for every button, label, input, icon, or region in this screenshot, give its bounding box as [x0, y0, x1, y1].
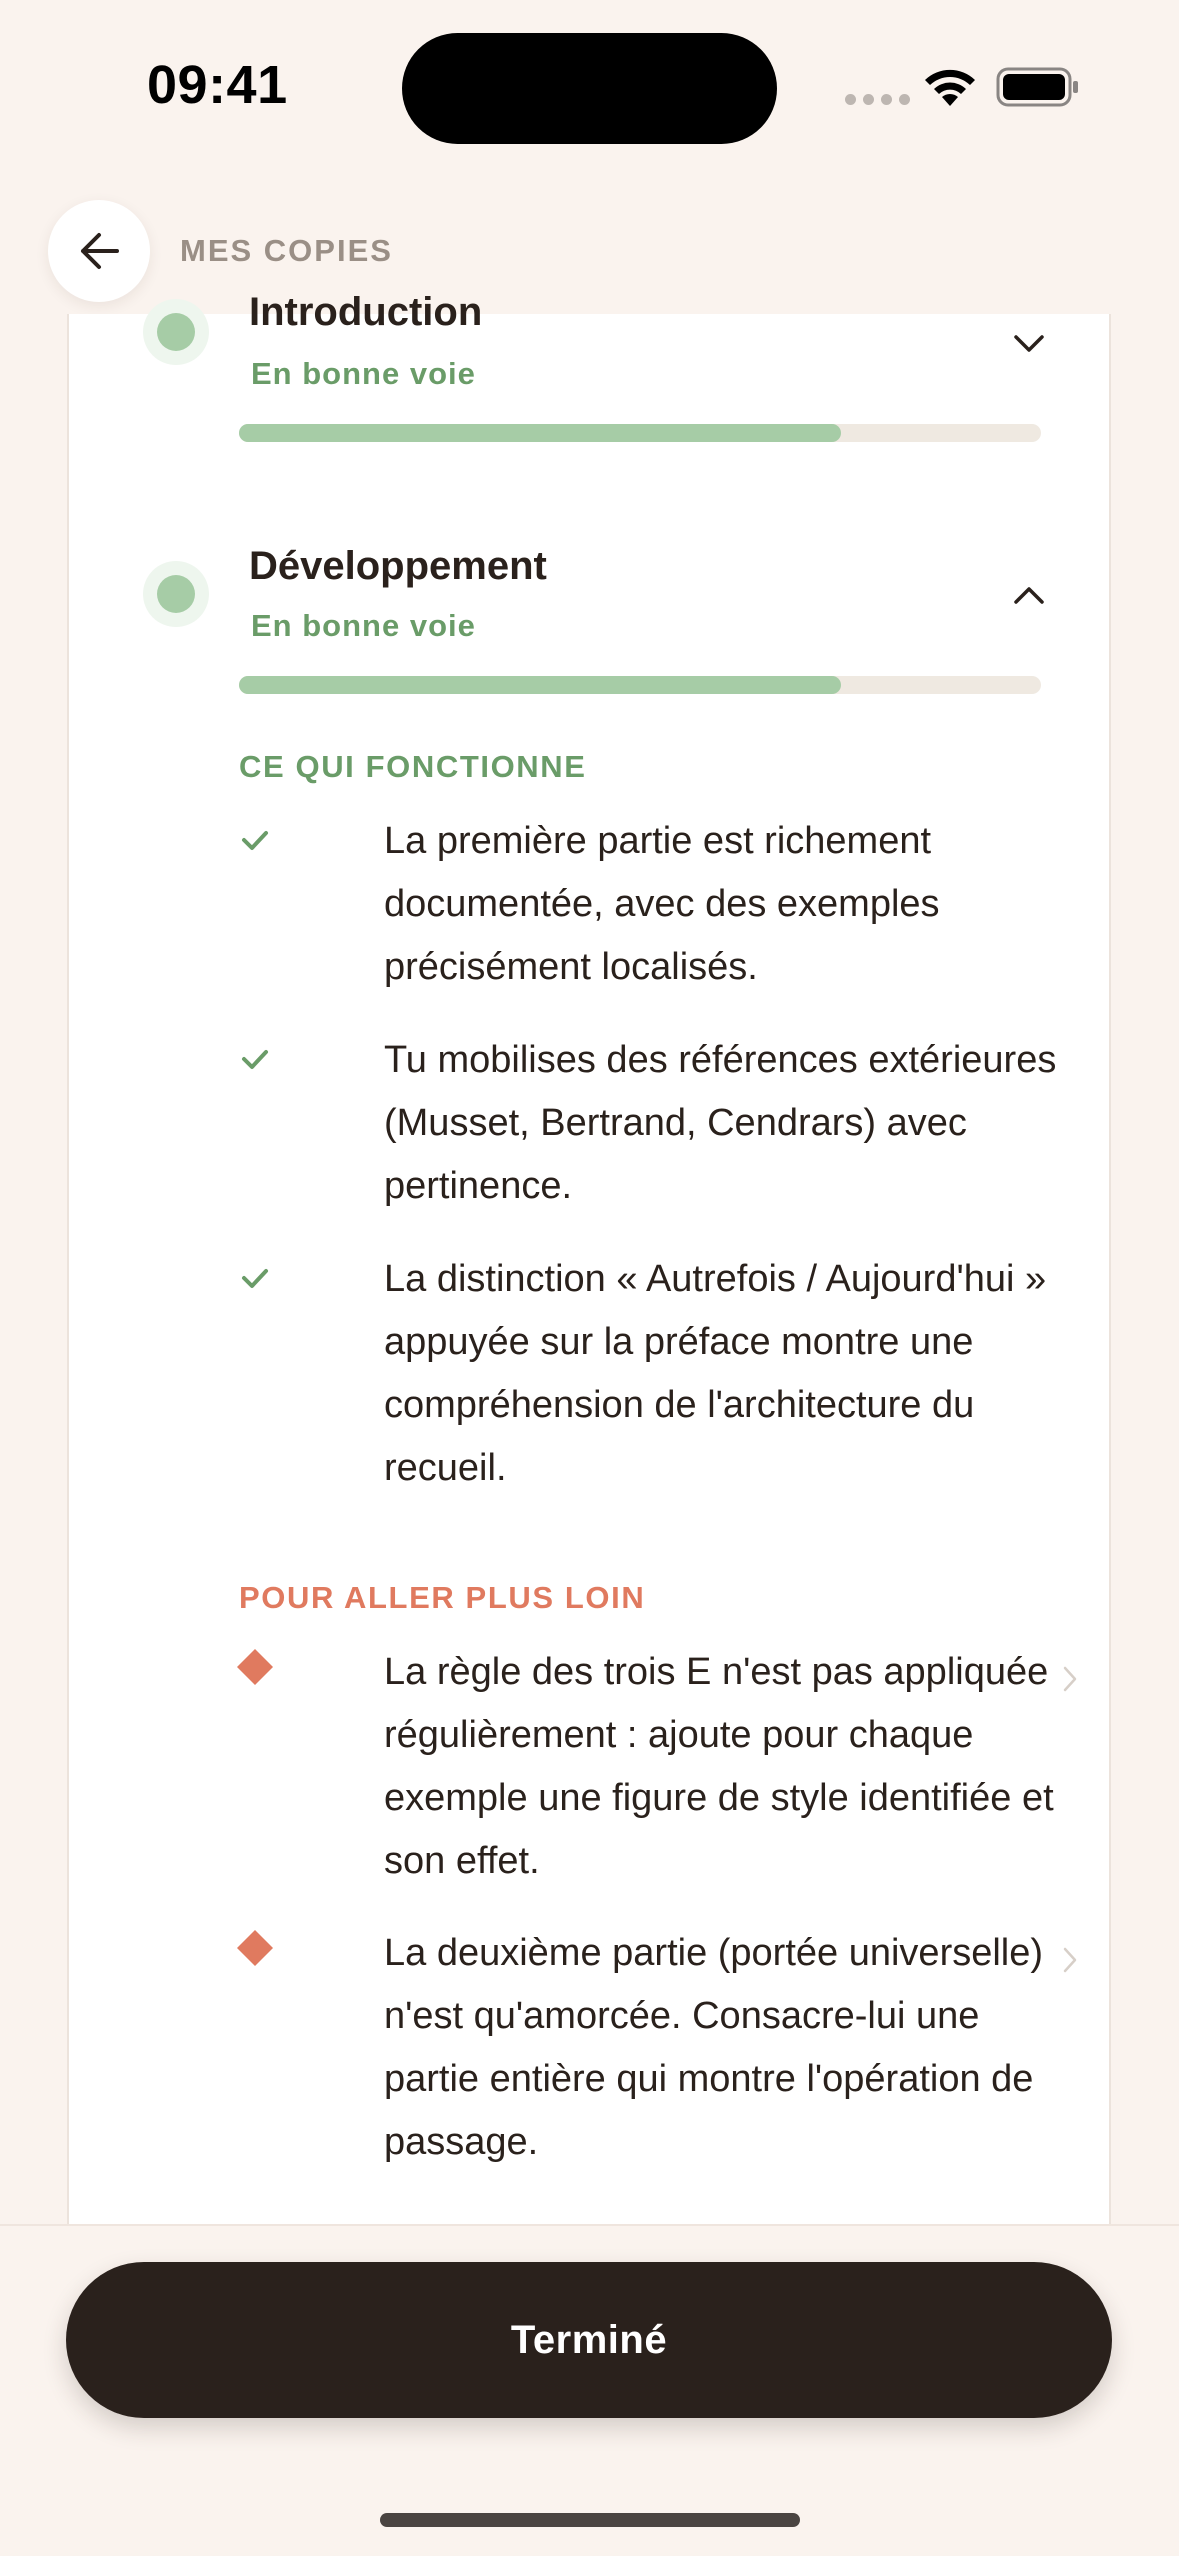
arrow-left-icon: [77, 231, 121, 271]
chevron-down-icon[interactable]: [1012, 333, 1046, 355]
section-progress-bar: [239, 424, 1041, 442]
header-title: MES COPIES: [180, 233, 393, 268]
status-time: 09:41: [147, 55, 288, 115]
section-status-dot: [143, 299, 209, 365]
done-button[interactable]: Terminé: [66, 2262, 1112, 2418]
cellular-signal-icon: [845, 94, 910, 105]
section-progress-fill: [239, 424, 841, 442]
feedback-card: [67, 290, 1111, 2224]
section-developpement[interactable]: [69, 544, 1109, 694]
check-icon: [239, 1043, 271, 1075]
check-icon: [239, 824, 271, 856]
dynamic-island: [402, 33, 777, 144]
strength-item: [239, 1254, 1089, 1506]
improvement-item[interactable]: [239, 1928, 1089, 2248]
improvement-item[interactable]: [239, 1647, 1089, 1899]
status-bar: [0, 0, 1179, 180]
chevron-right-icon: [1062, 1665, 1078, 1693]
section-status-dot: [143, 561, 209, 627]
strength-text: Tu mobilises des références extérieures (Musset, Bertrand, Cendrars) avec pertinence.: [384, 1039, 1057, 1207]
diamond-icon: [235, 1928, 275, 1968]
section-introduction[interactable]: [69, 290, 1109, 464]
battery-icon: [996, 67, 1080, 107]
section-status: En bonne voie: [251, 356, 476, 391]
section-progress-bar: [239, 676, 1041, 694]
section-title: Introduction: [249, 290, 483, 334]
chevron-up-icon[interactable]: [1012, 584, 1046, 606]
chevron-right-icon: [1062, 1946, 1078, 1974]
improvement-text: La règle des trois E n'est pas appliquée régulièrement : ajoute pour chaque exemple une figure de style identifiée et son effet.: [384, 1651, 1054, 1882]
section-progress-fill: [239, 676, 841, 694]
strengths-heading: CE QUI FONCTIONNE: [239, 749, 587, 784]
home-indicator: [380, 2513, 800, 2527]
improvements-heading: POUR ALLER PLUS LOIN: [239, 1580, 646, 1615]
section-status: En bonne voie: [251, 608, 476, 643]
strength-text: La première partie est richement documentée, avec des exemples précisément localisés.: [384, 820, 940, 988]
strength-item: [239, 816, 1089, 1006]
improvement-text: La deuxième partie (portée universelle) n'est qu'amorcée. Consacre-lui une partie entière qui montre l'opération de passage.: [384, 1932, 1044, 2163]
wifi-icon: [922, 66, 978, 108]
check-icon: [239, 1262, 271, 1294]
strength-item: [239, 1035, 1089, 1225]
section-title: Développement: [249, 544, 547, 588]
diamond-icon: [235, 1647, 275, 1687]
strength-text: La distinction « Autrefois / Aujourd'hui » appuyée sur la préface montre une compréhension de l'architecture du recueil.: [384, 1258, 1047, 1489]
back-button[interactable]: [48, 200, 150, 302]
